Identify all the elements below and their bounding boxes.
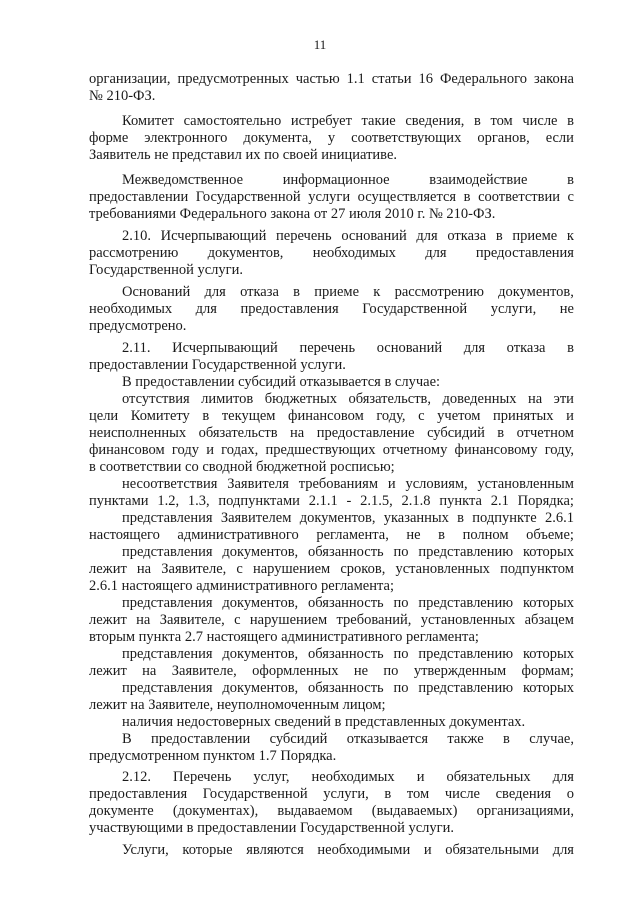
text-line: В предоставлении субсидий отказывается также в случае, — [122, 731, 574, 747]
text-line: финансовом году и годах, предшествующих отчетному финансовому году, — [89, 442, 574, 458]
text-line: представления документов, обязанность по представлению которых — [122, 544, 574, 560]
text-line: настоящего административного регламента, не в полном объеме; — [89, 527, 574, 543]
text-line: вторым пункта 2.7 настоящего административного регламента; — [89, 629, 479, 645]
text-line: предоставления Государственной услуги, в том числе сведения о — [89, 786, 574, 802]
text-line: представления документов, обязанность по представлению которых — [122, 646, 574, 662]
text-line: Услуги, которые являются необходимыми и обязательными для — [122, 842, 574, 858]
text-line: организации, предусмотренных частью 1.1 статьи 16 Федерального закона — [89, 71, 574, 87]
text-line: Государственной услуги. — [89, 262, 243, 278]
text-line: 2.12. Перечень услуг, необходимых и обязательных для — [122, 769, 574, 785]
text-line: цели Комитету в текущем финансовом году, с учетом принятых и — [89, 408, 574, 424]
text-line: необходимых для предоставления Государственной услуги, не — [89, 301, 574, 317]
text-line: неисполненных обязательств на предоставление субсидий в отчетном — [89, 425, 574, 441]
text-line: наличия недостоверных сведений в представленных документах. — [122, 714, 526, 730]
text-line: предусмотрено. — [89, 318, 187, 334]
text-line: предоставлении Государственной услуги. — [89, 357, 346, 373]
text-line: предусмотренном пунктом 1.7 Порядка. — [89, 748, 337, 764]
text-line: требованиями Федерального закона от 27 июля 2010 г. № 210-ФЗ. — [89, 206, 496, 222]
text-line: Комитет самостоятельно истребует такие сведения, в том числе в — [122, 113, 574, 129]
text-line: № 210-ФЗ. — [89, 88, 156, 104]
text-line: документе (документах), выдаваемом (выдаваемых) организациями, — [89, 803, 574, 819]
text-line: лежит на Заявителе, с нарушением требований, установленных абзацем — [89, 612, 574, 628]
text-line: рассмотрению документов, необходимых для предоставления — [89, 245, 574, 261]
text-line: лежит на Заявителе, неуполномоченным лицом; — [89, 697, 386, 713]
text-line: предоставлении Государственной услуги осуществляется в соответствии с — [89, 189, 574, 205]
text-line: в соответствии со сводной бюджетной росписью; — [89, 459, 395, 475]
text-line: отсутствия лимитов бюджетных обязательств, доведенных на эти — [122, 391, 574, 407]
text-line: представления Заявителем документов, указанных в подпункте 2.6.1 — [122, 510, 574, 526]
text-line: В предоставлении субсидий отказывается в случае: — [122, 374, 441, 390]
text-line: представления документов, обязанность по представлению которых — [122, 680, 574, 696]
text-line: Заявитель не представил их по своей инициативе. — [89, 147, 398, 163]
text-line: лежит на Заявителе, оформленных не по утвержденным формам; — [89, 663, 574, 679]
text-line: представления документов, обязанность по представлению которых — [122, 595, 574, 611]
text-line: лежит на Заявителе, с нарушением сроков, установленных подпунктом — [89, 561, 574, 577]
text-line: участвующими в предоставлении Государственной услуги. — [89, 820, 454, 836]
text-line: 2.11. Исчерпывающий перечень оснований для отказа в — [122, 340, 574, 356]
text-line: несоответствия Заявителя требованиям и условиям, установленным — [122, 476, 574, 492]
text-line: Межведомственное информационное взаимодействие в — [122, 172, 574, 188]
text-line: форме электронного документа, у соответствующих органов, если — [89, 130, 574, 146]
text-line: Оснований для отказа в приеме к рассмотрению документов, — [122, 284, 574, 300]
text-line: 2.6.1 настоящего административного регламента; — [89, 578, 394, 594]
text-line: 2.10. Исчерпывающий перечень оснований для отказа в приеме к — [122, 228, 574, 244]
text-line: пунктами 1.2, 1.3, подпунктами 2.1.1 - 2.1.5, 2.1.8 пункта 2.1 Порядка; — [89, 493, 574, 509]
page-number: 11 — [313, 37, 327, 52]
